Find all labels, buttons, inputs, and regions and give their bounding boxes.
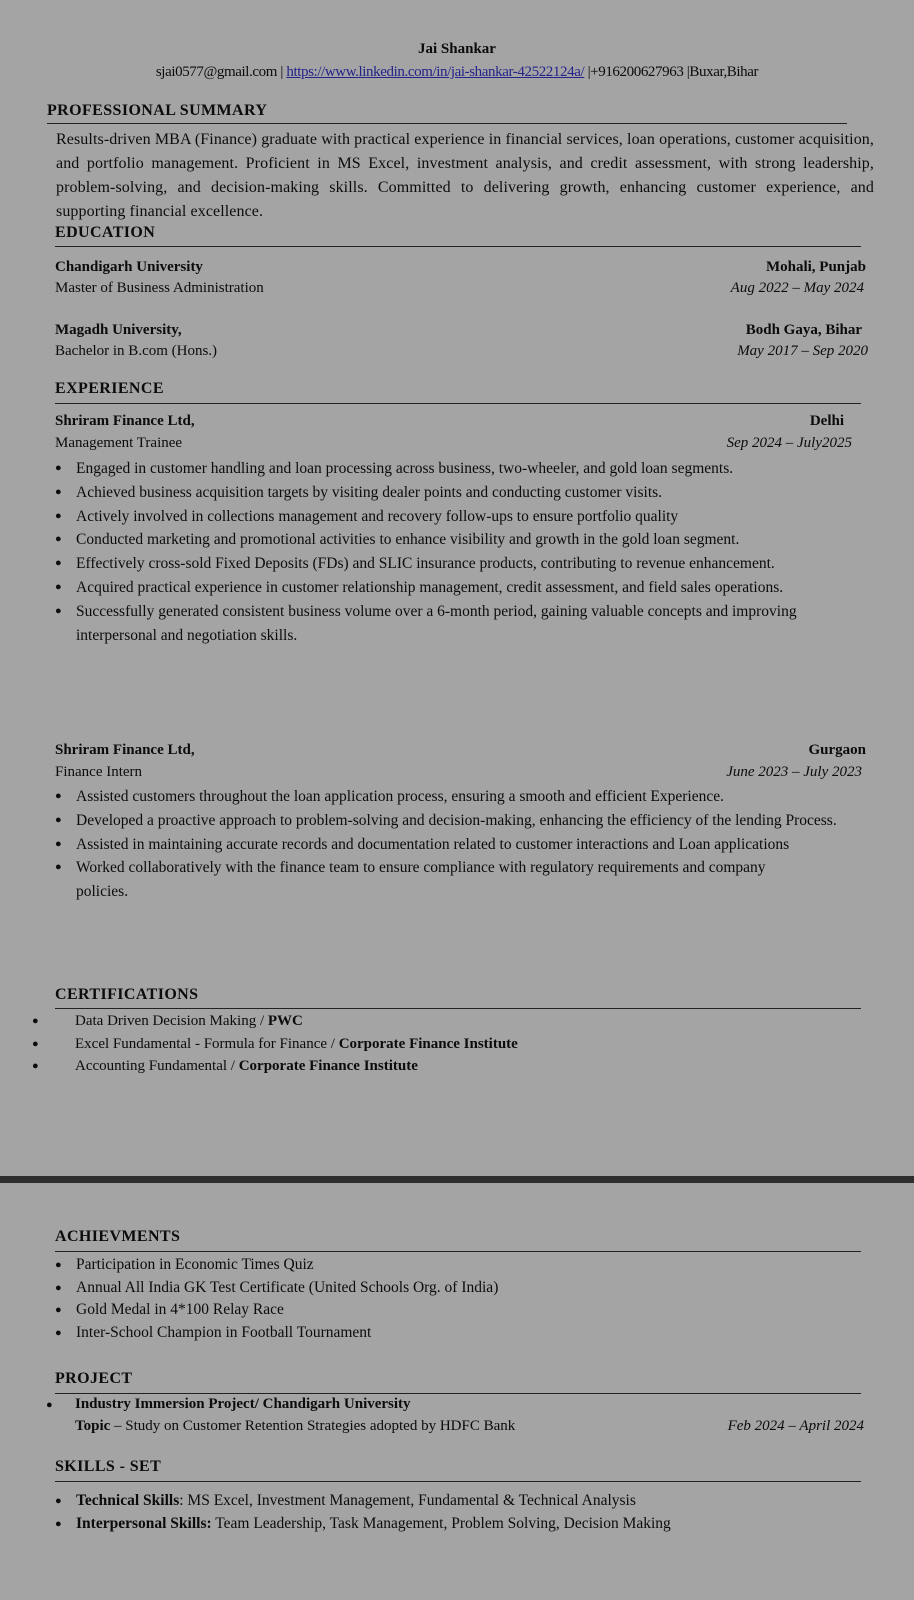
job-location: Gurgaon <box>808 742 866 758</box>
list-item: ● Participation in Economic Times Quiz <box>55 1254 755 1277</box>
project-topic: Topic – Study on Customer Retention Strategies adopted by HDFC Bank <box>75 1418 516 1434</box>
achievements-list <box>55 1254 755 1344</box>
project-dates: Feb 2024 – April 2024 <box>727 1418 864 1434</box>
list-item: ● Gold Medal in 4*100 Relay Race <box>55 1299 755 1322</box>
list-item: ● Data Driven Decision Making / PWC <box>54 1010 854 1033</box>
job-dates: June 2023 – July 2023 <box>726 764 862 780</box>
list-item: ● Excel Fundamental - Formula for Finance / Corporate Finance Institute <box>54 1033 854 1056</box>
experience-heading: EXPERIENCE <box>55 380 164 397</box>
list-item: ● Technical Skills: MS Excel, Investment Management, Fundamental & Technical Analysis <box>55 1490 855 1513</box>
linkedin-link[interactable]: https://www.linkedin.com/in/jai-shankar-42522124a/ <box>286 64 585 80</box>
candidate-name: Jai Shankar <box>418 41 496 57</box>
project-heading: PROJECT <box>55 1370 133 1387</box>
list-item: ● Acquired practical experience in customer relationship management, credit assessment, and field sales operations. <box>55 576 821 600</box>
summary-heading: PROFESSIONAL SUMMARY <box>47 102 268 119</box>
list-item: ● Effectively cross-sold Fixed Deposits (FDs) and SLIC insurance products, contributing to revenue enhancement. <box>55 552 786 576</box>
job-bullets <box>55 785 845 904</box>
education-divider <box>55 246 861 247</box>
location-text: Buxar,Bihar <box>689 64 759 80</box>
list-item: ● Interpersonal Skills: Team Leadership, Task Management, Problem Solving, Decision Making <box>55 1513 855 1536</box>
contact-line: sjai0577@gmail.com | https://www.linkedin.com/in/jai-shankar-42522124a/ |+916200627963 |Buxar,Bihar <box>155 64 759 80</box>
skills-list <box>55 1490 855 1535</box>
summary-divider <box>47 123 847 124</box>
job-company: Shriram Finance Ltd, <box>55 413 195 429</box>
list-item: ● Accounting Fundamental / Corporate Finance Institute <box>54 1055 854 1078</box>
skills-heading: SKILLS - SET <box>55 1458 162 1475</box>
bullet-icon: ● <box>46 1399 53 1411</box>
job-role: Management Trainee <box>55 435 183 451</box>
list-item: ● Engaged in customer handling and loan processing across business, two-wheeler, and gold loan segments. <box>55 457 835 481</box>
phone-text: +916200627963 <box>590 64 684 80</box>
list-item: ● Worked collaboratively with the finance team to ensure compliance with regulatory requirements and company policies. <box>55 856 806 904</box>
list-item: ● Developed a proactive approach to problem-solving and decision-making, enhancing the efficiency of the lending Process. <box>55 809 846 833</box>
list-item: ● Inter-School Champion in Football Tournament <box>55 1322 755 1345</box>
job-location: Delhi <box>809 413 844 429</box>
job-company: Shriram Finance Ltd, <box>55 742 195 758</box>
experience-divider <box>55 403 861 404</box>
list-item: ● Assisted in maintaining accurate records and documentation related to customer interactions and Loan applications <box>55 833 806 857</box>
summary-text: Results-driven MBA (Finance) graduate with practical experience in financial services, loan operations, customer acquisition, and portfolio management. Proficient in MS Excel, investment analysis, and credit assessment, with strong leadership, problem-solving, and decision-making skills. Committed to delivering growth, enhancing customer experience, and supporting financial excellence. <box>56 131 874 220</box>
list-item: ● Achieved business acquisition targets by visiting dealer points and conducting customer visits. <box>55 481 835 505</box>
education-location: Mohali, Punjab <box>765 259 866 275</box>
job-role: Finance Intern <box>55 764 143 780</box>
job-bullets <box>55 457 835 647</box>
education-degree: Bachelor in B.com (Hons.) <box>55 343 218 359</box>
list-item: ● Successfully generated consistent business volume over a 6-month period, gaining valuable concepts and improving interpersonal and negotiation skills. <box>55 600 798 648</box>
education-degree: Master of Business Administration <box>55 280 264 296</box>
education-dates: May 2017 – Sep 2020 <box>737 343 868 359</box>
certifications-heading: CERTIFICATIONS <box>55 986 199 1003</box>
education-heading: EDUCATION <box>55 224 156 241</box>
education-dates: Aug 2022 – May 2024 <box>730 280 864 296</box>
job-dates: Sep 2024 – July2025 <box>726 435 852 451</box>
list-item: ● Actively involved in collections management and recovery follow-ups to ensure portfolio quality <box>55 505 835 529</box>
email-text: sjai0577@gmail.com <box>155 64 278 80</box>
list-item: ● Annual All India GK Test Certificate (United Schools Org. of India) <box>55 1277 755 1300</box>
list-item: ● Conducted marketing and promotional activities to enhance visibility and growth in the gold loan segment. <box>55 528 776 552</box>
achievements-heading: ACHIEVMENTS <box>55 1228 181 1245</box>
education-location: Bodh Gaya, Bihar <box>745 322 862 338</box>
list-item: ● Assisted customers throughout the loan application process, ensuring a smooth and efficient Experience. <box>55 785 845 809</box>
achievements-divider <box>55 1251 861 1252</box>
project-title: Industry Immersion Project/ Chandigarh University <box>75 1396 411 1412</box>
skills-divider <box>55 1481 861 1482</box>
certifications-divider <box>55 1008 861 1009</box>
project-divider <box>55 1393 861 1394</box>
certifications-list <box>54 1010 854 1078</box>
page-break-divider <box>0 1176 914 1183</box>
education-school: Chandigarh University <box>55 259 203 275</box>
education-school: Magadh University, <box>55 322 182 338</box>
